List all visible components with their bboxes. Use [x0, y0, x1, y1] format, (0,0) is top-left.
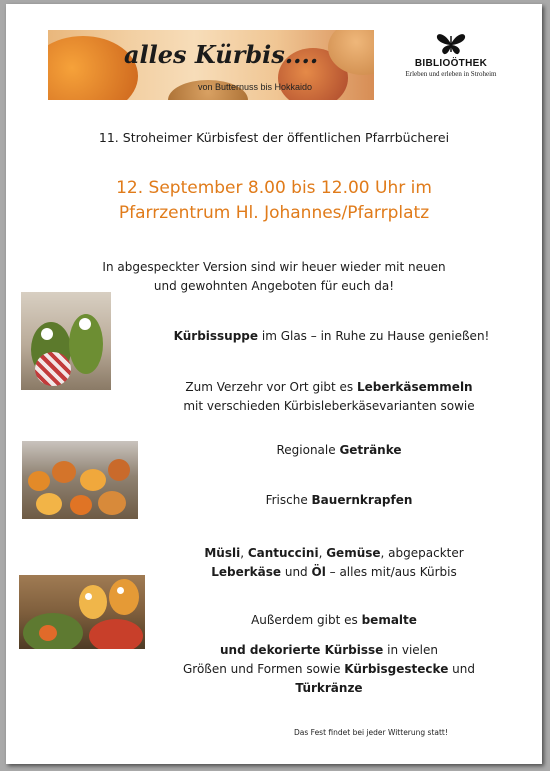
item-painted-bold: bemalte [361, 613, 417, 627]
item-drinks-bold: Getränke [339, 443, 402, 457]
item-gemuese-bold: Gemüse [326, 546, 381, 560]
item-soup-bold: Kürbissuppe [173, 329, 259, 343]
separator: , [318, 546, 327, 560]
event-heading: 11. Stroheimer Kürbisfest der öffentlichen Pfarrbücherei [98, 130, 450, 145]
event-date [6, 176, 542, 226]
item-decorated-text: Größen und Formen sowie [182, 662, 345, 676]
item-muesli-bold: Müsli [204, 546, 241, 560]
item-muesli-text: , abgepackter [380, 546, 464, 560]
item-leber-text: Zum Verzehr vor Ort gibt es [185, 380, 357, 394]
item-gestecke-bold: Kürbisgestecke [344, 662, 449, 676]
item-leberkaese [116, 378, 542, 416]
item-painted-text: Außerdem gibt es [251, 613, 362, 627]
pumpkin-figures-photo [21, 292, 111, 390]
banner-title: alles Kürbis.... [124, 40, 319, 69]
item-krapfen [136, 493, 542, 507]
item-decorated-text: in vielen [383, 643, 439, 657]
item-leberkaese-bold: Leberkäse [211, 565, 282, 579]
item-decorated-text: und [448, 662, 475, 676]
item-drinks [136, 443, 542, 457]
flyer-page [6, 4, 542, 764]
pumpkin-decoration-photo [19, 575, 145, 649]
logo-tagline: Erleben und erleben in Stroheim [405, 70, 497, 78]
item-muesli-text: und [281, 565, 312, 579]
intro-line: und gewohnten Angeboten für euch da! [153, 279, 395, 293]
item-drinks-text: Regionale [276, 443, 340, 457]
item-muesli [126, 544, 542, 582]
event-date-line: 12. September 8.00 bis 12.00 Uhr im [116, 178, 432, 198]
item-soup [121, 329, 542, 343]
item-leber-line2: mit verschieden Kürbisleberkäsevarianten sowie [183, 399, 475, 413]
banner-subtitle: von Butternuss bis Hokkaido [198, 82, 313, 92]
header-banner-image [48, 30, 374, 100]
item-decorated-bold: und dekorierte Kürbisse [219, 643, 384, 657]
item-cantuccini-bold: Cantuccini [247, 546, 319, 560]
item-painted [126, 613, 542, 627]
intro-line: In abgespeckter Version sind wir heuer wieder mit neuen [102, 260, 446, 274]
item-soup-text: im Glas – in Ruhe zu Hause genießen! [258, 329, 490, 343]
butterfly-icon [436, 30, 466, 56]
pumpkin-display-photo [22, 441, 138, 519]
item-leber-bold: Leberkäsemmeln [357, 380, 473, 394]
event-location-line: Pfarrzentrum Hl. Johannes/Pfarrplatz [118, 203, 430, 223]
item-oel-bold: Öl [311, 565, 326, 579]
item-decorated [116, 641, 542, 698]
logo-brand: BIBLIOÖTHEK [414, 58, 488, 69]
intro-text [6, 258, 542, 296]
library-logo [396, 30, 506, 90]
item-krapfen-text: Frische [265, 493, 312, 507]
item-krapfen-bold: Bauernkrapfen [311, 493, 413, 507]
separator: , [240, 546, 248, 560]
weather-note: Das Fest findet bei jeder Witterung statt! [294, 728, 448, 737]
item-muesli-text: – alles mit/aus Kürbis [325, 565, 457, 579]
item-tuerkraenze-bold: Türkränze [295, 681, 363, 695]
